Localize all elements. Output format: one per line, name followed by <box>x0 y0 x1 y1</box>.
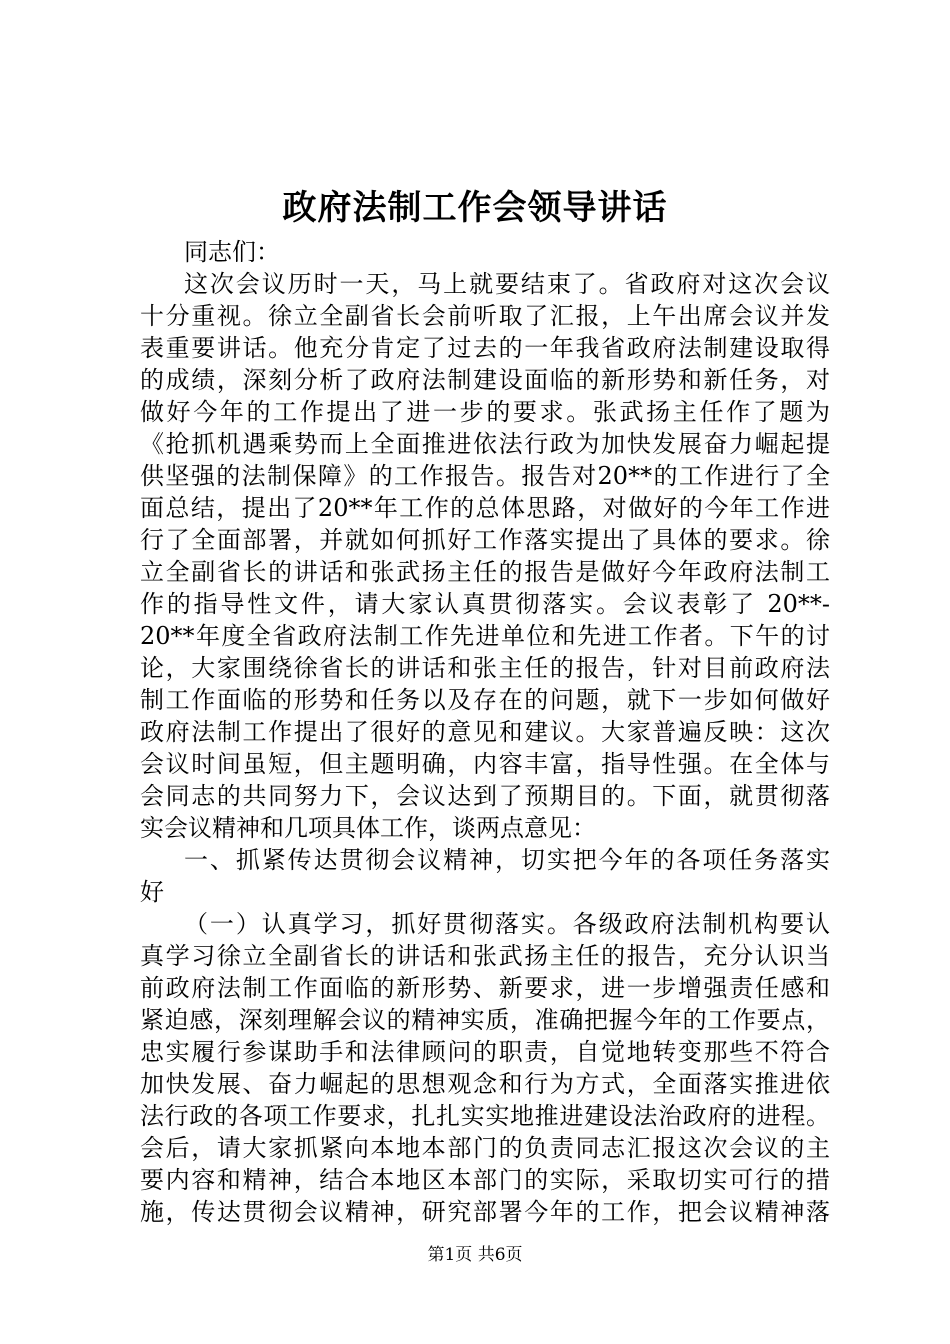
text-line: 紧迫感，深刻理解会议的精神实质，准确把握今年的工作要点， <box>140 1006 830 1034</box>
text-line: 会议时间虽短，但主题明确，内容丰富，指导性强。在全体与 <box>140 750 830 778</box>
document-body <box>140 236 830 1228</box>
text-line: 会后，请大家抓紧向本地本部门的负责同志汇报这次会议的主 <box>140 1134 830 1162</box>
text-line: 政府法制工作提出了很好的意见和建议。大家普遍反映：这次 <box>140 718 830 746</box>
text-line: 行了全面部署，并就如何抓好工作落实提出了具体的要求。徐 <box>140 526 830 554</box>
text-line: 这次会议历时一天，马上就要结束了。省政府对这次会议 <box>184 270 830 298</box>
text-line: 法行政的各项工作要求，扎扎实实地推进建设法治政府的进程。 <box>140 1102 830 1130</box>
text-line: 论，大家围绕徐省长的讲话和张主任的报告，针对目前政府法 <box>140 654 830 682</box>
text-line: （一）认真学习，抓好贯彻落实。各级政府法制机构要认 <box>184 910 830 938</box>
text-line: 制工作面临的形势和任务以及存在的问题，就下一步如何做好 <box>140 686 830 714</box>
text-line: 面总结，提出了20**年工作的总体思路，对做好的今年工作进 <box>140 494 830 522</box>
text-line: 同志们： <box>184 238 280 266</box>
text-line: 施，传达贯彻会议精神，研究部署今年的工作，把会议精神落 <box>140 1198 830 1226</box>
text-line: 供坚强的法制保障》的工作报告。报告对20**的工作进行了全 <box>140 462 830 490</box>
text-line: 做好今年的工作提出了进一步的要求。张武扬主任作了题为 <box>140 398 830 426</box>
text-line: 好 <box>140 878 164 906</box>
page-footer: 第1页 共6页 <box>427 1245 523 1265</box>
text-line: 20**年度全省政府法制工作先进单位和先进工作者。下午的讨 <box>140 622 830 650</box>
text-line: 一、抓紧传达贯彻会议精神，切实把今年的各项任务落实 <box>184 846 830 874</box>
document-title: 政府法制工作会领导讲话 <box>282 188 668 228</box>
text-line: 作的指导性文件，请大家认真贯彻落实。会议表彰了 20**- <box>140 590 830 618</box>
text-line: 前政府法制工作面临的新形势、新要求，进一步增强责任感和 <box>140 974 830 1002</box>
text-line: 《抢抓机遇乘势而上全面推进依法行政为加快发展奋力崛起提 <box>140 430 830 458</box>
text-line: 的成绩，深刻分析了政府法制建设面临的新形势和新任务，对 <box>140 366 830 394</box>
text-line: 真学习徐立全副省长的讲话和张武扬主任的报告，充分认识当 <box>140 942 830 970</box>
text-line: 忠实履行参谋助手和法律顾问的职责，自觉地转变那些不符合 <box>140 1038 830 1066</box>
text-line: 表重要讲话。他充分肯定了过去的一年我省政府法制建设取得 <box>140 334 830 362</box>
text-line: 实会议精神和几项具体工作，谈两点意见： <box>140 814 596 842</box>
text-line: 加快发展、奋力崛起的思想观念和行为方式，全面落实推进依 <box>140 1070 830 1098</box>
text-line: 立全副省长的讲话和张武扬主任的报告是做好今年政府法制工 <box>140 558 830 586</box>
text-line: 会同志的共同努力下，会议达到了预期目的。下面，就贯彻落 <box>140 782 830 810</box>
text-line: 要内容和精神，结合本地区本部门的实际，采取切实可行的措 <box>140 1166 830 1194</box>
text-line: 十分重视。徐立全副省长会前听取了汇报，上午出席会议并发 <box>140 302 830 330</box>
